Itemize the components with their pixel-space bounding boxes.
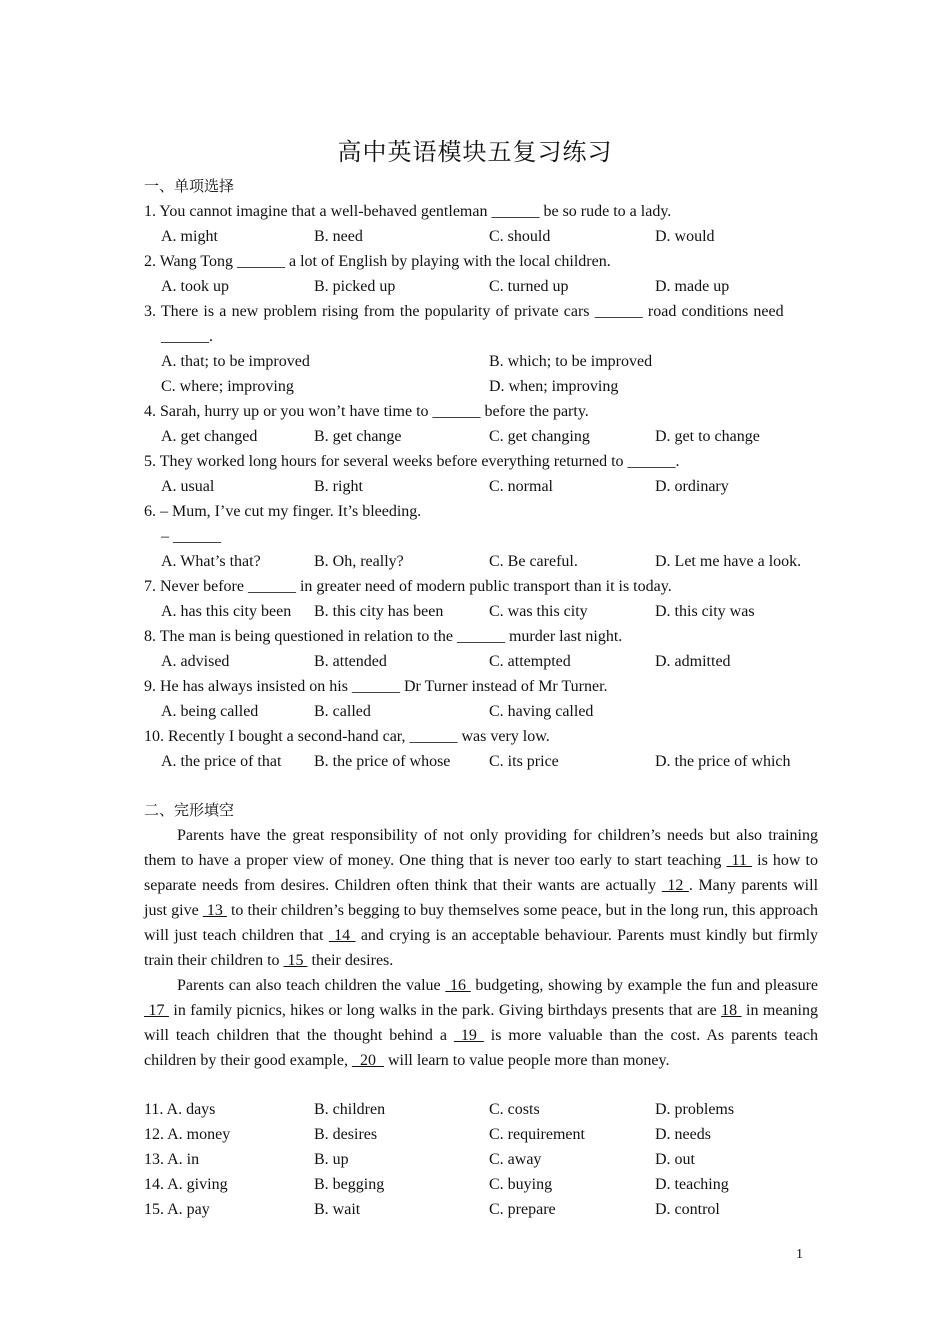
option: A. What’s that?: [161, 553, 261, 570]
option: B. attended: [314, 653, 387, 670]
option: A. the price of that: [161, 753, 282, 770]
option: D. ordinary: [655, 478, 729, 495]
option: B. need: [314, 228, 363, 245]
question-7-options: [144, 599, 820, 624]
blank-13: 13: [202, 902, 227, 919]
option: C. prepare: [489, 1201, 556, 1218]
option: C. was this city: [489, 603, 588, 620]
option: A. took up: [161, 278, 229, 295]
question-4-options: [144, 424, 820, 449]
question-6-stem: 6. – Mum, I’ve cut my finger. It’s bleeding.: [144, 503, 422, 520]
passage-text: budgeting, showing by example the fun and pleasure: [470, 977, 819, 994]
option: B. picked up: [314, 278, 396, 295]
cloze-options-15: [144, 1197, 820, 1222]
passage-text: in family picnics, hikes or long walks in the park. Giving birthdays presents that are: [168, 1002, 722, 1019]
page-number: 1: [796, 1247, 803, 1262]
question-1-options: [144, 224, 820, 249]
option: D. teaching: [655, 1176, 729, 1193]
option: C. where; improving: [161, 378, 294, 395]
option: 13. A. in: [144, 1151, 200, 1168]
option: C. attempted: [489, 653, 571, 670]
page-title: 高中英语模块五复习练习: [337, 138, 613, 166]
option: B. wait: [314, 1201, 361, 1218]
question-10-stem: 10. Recently I bought a second-hand car, ______ was very low.: [144, 728, 550, 745]
question-5-options: [144, 474, 820, 499]
option: D. Let me have a look.: [655, 553, 802, 570]
option: D. out: [655, 1151, 695, 1168]
option: B. get change: [314, 428, 402, 445]
option: C. away: [489, 1151, 542, 1168]
cloze-options-11: [144, 1097, 820, 1122]
question-3-options-row2: [144, 374, 820, 399]
option: C. normal: [489, 478, 553, 495]
option: A. get changed: [161, 428, 258, 445]
option: D. made up: [655, 278, 730, 295]
option: C. should: [489, 228, 551, 245]
cloze-passage: [144, 823, 818, 1073]
option: D. needs: [655, 1126, 711, 1143]
option: 14. A. giving: [144, 1176, 228, 1193]
option: D. problems: [655, 1101, 735, 1118]
option: D. admitted: [655, 653, 731, 670]
option: D. when; improving: [489, 378, 619, 395]
option: B. children: [314, 1101, 386, 1118]
question-6-options: [144, 549, 820, 574]
option: C. turned up: [489, 278, 569, 295]
option: D. this city was: [655, 603, 755, 620]
option: D. would: [655, 228, 715, 245]
option: C. buying: [489, 1176, 553, 1193]
cloze-options-12: [144, 1122, 820, 1147]
passage-text: is how to separate needs from desires. Children often think that their wants are actually: [144, 852, 818, 894]
section-heading-cloze: 二、完形填空: [144, 801, 235, 819]
option: C. get changing: [489, 428, 590, 445]
question-9-options: [144, 699, 820, 724]
passage-text: Parents can also teach children the value: [177, 977, 446, 994]
question-3-stem: 3. There is a new problem rising from the popularity of private cars ______ road conditions need: [144, 303, 784, 320]
option: 12. A. money: [144, 1126, 231, 1143]
passage-text: and crying is an acceptable behaviour. Parents must kindly but firmly train their children to: [144, 927, 819, 969]
option: A. has this city been: [161, 603, 292, 620]
option: B. begging: [314, 1176, 385, 1193]
option: C. Be careful.: [489, 553, 578, 570]
blank-14: 14: [328, 927, 356, 944]
question-10-options: [144, 749, 820, 774]
question-2-stem: 2. Wang Tong ______ a lot of English by playing with the local children.: [144, 253, 611, 270]
blank-20: 20: [351, 1052, 384, 1069]
option: A. advised: [161, 653, 230, 670]
option: C. its price: [489, 753, 559, 770]
blank-11: 11: [726, 852, 753, 869]
question-9-stem: 9. He has always insisted on his ______ Dr Turner instead of Mr Turner.: [144, 678, 608, 695]
blank-15: 15: [283, 952, 308, 969]
passage-text: . Many parents will just give: [144, 877, 819, 919]
cloze-options-14: [144, 1172, 820, 1197]
question-6-stem-continued: – ______: [161, 528, 221, 545]
passage-text: in meaning will teach children that the thought behind a: [144, 1002, 819, 1044]
question-2-options: [144, 274, 820, 299]
blank-17: 17: [144, 1002, 169, 1019]
option: C. costs: [489, 1101, 540, 1118]
option: 11. A. days: [144, 1101, 216, 1118]
question-7-stem: 7. Never before ______ in greater need of modern public transport than it is today.: [144, 578, 672, 595]
section-heading-multiple-choice: 一、单项选择: [144, 177, 235, 195]
passage-text: is more valuable than the cost. As parents teach children by their good example,: [144, 1027, 819, 1069]
option: B. Oh, really?: [314, 553, 404, 570]
option: B. this city has been: [314, 603, 444, 620]
option: B. desires: [314, 1126, 378, 1143]
option: B. right: [314, 478, 363, 495]
cloze-options-13: [144, 1147, 820, 1172]
option: A. that; to be improved: [161, 353, 310, 370]
option: D. the price of which: [655, 753, 791, 770]
passage-text: their desires.: [307, 952, 394, 969]
option: 15. A. pay: [144, 1201, 210, 1218]
passage-text: will learn to value people more than money.: [383, 1052, 670, 1069]
passage-text: Parents have the great responsibility of not only providing for children’s needs but also training them to have a proper view of money. One thing that is never too early to start teaching: [144, 827, 818, 869]
passage-paragraph-1: [144, 823, 818, 973]
blank-18: 18: [721, 1002, 742, 1019]
blank-12: 12: [661, 877, 689, 894]
question-8-stem: 8. The man is being questioned in relation to the ______ murder last night.: [144, 628, 623, 645]
option: A. might: [161, 228, 218, 245]
passage-paragraph-2: [144, 973, 818, 1073]
option: A. being called: [161, 703, 259, 720]
option: C. requirement: [489, 1126, 585, 1143]
option: B. called: [314, 703, 371, 720]
question-5-stem: 5. They worked long hours for several weeks before everything returned to ______.: [144, 453, 680, 470]
passage-text: to their children’s begging to buy themselves some peace, but in the long run, this approach will just teach children that: [144, 902, 818, 944]
option: D. control: [655, 1201, 720, 1218]
blank-16: 16: [445, 977, 471, 994]
option: B. which; to be improved: [489, 353, 653, 370]
option: C. having called: [489, 703, 594, 720]
blank-19: 19: [453, 1027, 484, 1044]
question-3-options-row1: [144, 349, 820, 374]
option: A. usual: [161, 478, 215, 495]
question-3-stem-continued: ______.: [161, 328, 213, 345]
question-8-options: [144, 649, 820, 674]
question-1-stem: 1. You cannot imagine that a well-behaved gentleman ______ be so rude to a lady.: [144, 203, 672, 220]
option: B. the price of whose: [314, 753, 451, 770]
question-4-stem: 4. Sarah, hurry up or you won’t have time to ______ before the party.: [144, 403, 589, 420]
option: B. up: [314, 1151, 349, 1168]
option: D. get to change: [655, 428, 760, 445]
